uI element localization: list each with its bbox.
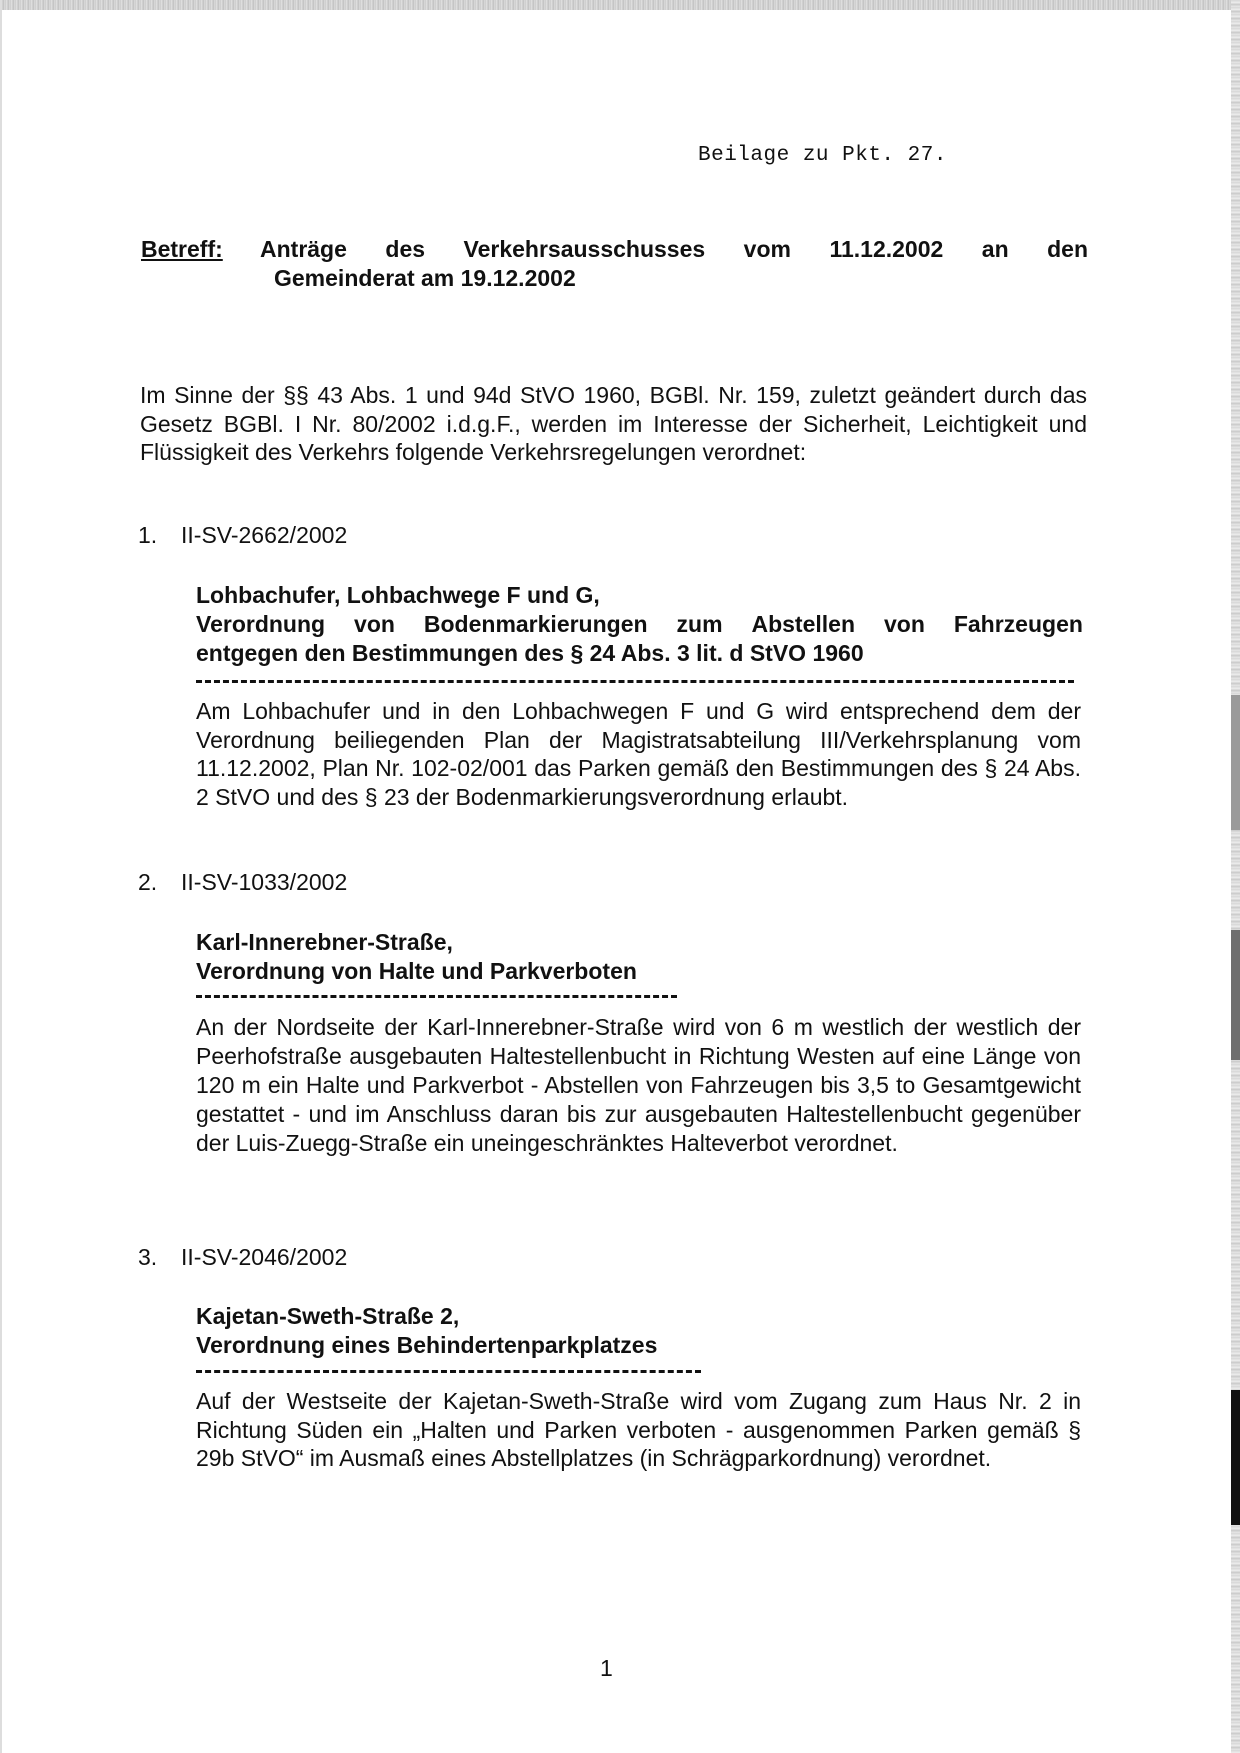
title-word: Verordnung bbox=[196, 611, 326, 637]
item-title-line: Verordnung eines Behindertenparkplatzes bbox=[196, 1332, 658, 1358]
item-number: 2. bbox=[138, 869, 158, 895]
item-title bbox=[196, 581, 1083, 668]
subject-word: an bbox=[981, 236, 1009, 262]
item-title-line: Verordnung von Halte und Parkverboten bbox=[196, 958, 637, 984]
item-heading bbox=[138, 1244, 347, 1271]
subject-word: des bbox=[385, 236, 426, 262]
item-title-line-justified bbox=[196, 610, 1083, 639]
dashed-rule bbox=[196, 995, 677, 998]
subject-word: Anträge bbox=[260, 236, 347, 262]
subject-label: Betreff: bbox=[141, 236, 223, 262]
page-number: 1 bbox=[600, 1655, 613, 1681]
item-title-line: Kajetan-Sweth-Straße 2, bbox=[196, 1303, 460, 1329]
dashed-rule bbox=[196, 680, 1074, 683]
scan-mark bbox=[1231, 1390, 1240, 1525]
subject-word: 11.12.2002 bbox=[829, 236, 944, 262]
scan-border-left bbox=[0, 0, 2, 1753]
item-code: II-SV-2662/2002 bbox=[181, 522, 348, 548]
subject-line bbox=[260, 236, 1088, 263]
item-body: Auf der Westseite der Kajetan-Sweth-Straße wird vom Zugang zum Haus Nr. 2 in Richtung Süden ein „Halten und Parken verboten - ausgenommen Parken gemäß § 29b StVO“ im Ausmaß eines Abstellplatzes (in Schrägparkordnung) verordnet. bbox=[196, 1388, 1081, 1471]
title-word: zum bbox=[676, 611, 723, 637]
item-code: II-SV-1033/2002 bbox=[181, 869, 348, 895]
item-title-line: Karl-Innerebner-Straße, bbox=[196, 929, 453, 955]
item-number: 3. bbox=[138, 1244, 158, 1270]
item-number: 1. bbox=[138, 522, 158, 548]
item-code: II-SV-2046/2002 bbox=[181, 1244, 348, 1270]
title-word: Abstellen bbox=[751, 611, 856, 637]
title-word: von bbox=[883, 611, 925, 637]
attachment-reference: Beilage zu Pkt. 27. bbox=[698, 144, 947, 167]
scan-border-top bbox=[0, 0, 1240, 10]
item-title bbox=[196, 1302, 657, 1360]
title-word: Bodenmarkierungen bbox=[423, 611, 648, 637]
subject-line-continued: Gemeinderat am 19.12.2002 bbox=[274, 265, 576, 291]
item-body: Am Lohbachufer und in den Lohbachwegen F und G wird entsprechend dem der Verordnung beiliegenden Plan der Magistratsabteilung III/Verkehrsplanung vom 11.12.2002, Plan Nr. 102-02/001 das Parken gemäß den Bestimmungen des § 24 Abs. 2 StVO und des § 23 der Bodenmarkierungsverordnung erlaubt. bbox=[196, 698, 1081, 810]
scan-mark bbox=[1231, 930, 1240, 1060]
dashed-rule bbox=[196, 1370, 701, 1373]
scan-mark bbox=[1231, 695, 1240, 830]
title-word: Fahrzeugen bbox=[953, 611, 1083, 637]
intro-paragraph: Im Sinne der §§ 43 Abs. 1 und 94d StVO 1960, BGBl. Nr. 159, zuletzt geändert durch das Gesetz BGBl. I Nr. 80/2002 i.d.g.F., werden im Interesse der Sicherheit, Leichtigkeit und Flüssigkeit des Verkehrs folgende Verkehrsregelungen verordnet: bbox=[140, 382, 1087, 465]
subject-word: vom bbox=[743, 236, 791, 262]
item-title-line: Lohbachufer, Lohbachwege F und G, bbox=[196, 582, 600, 608]
item-title bbox=[196, 928, 637, 986]
subject-word: Verkehrsausschusses bbox=[463, 236, 706, 262]
item-heading bbox=[138, 869, 347, 896]
title-word: von bbox=[354, 611, 395, 637]
item-body: An der Nordseite der Karl-Innerebner-Straße wird von 6 m westlich der westlich der Peerhofstraße ausgebauten Haltestellenbucht in Richtung Westen auf eine Länge von 120 m ein Halte und Parkverbot - Abstellen von Fahrzeugen bis 3,5 to Gesamtgewicht gestattet - und im Anschluss daran bis zur ausgebauten Haltestellenbucht gegenüber der Luis-Zuegg-Straße ein uneingeschränktes Halteverbot verordnet. bbox=[196, 1014, 1081, 1156]
item-title-line: entgegen den Bestimmungen des § 24 Abs. 3 lit. d StVO 1960 bbox=[196, 640, 864, 666]
item-heading bbox=[138, 522, 347, 549]
subject-word: den bbox=[1047, 236, 1088, 262]
